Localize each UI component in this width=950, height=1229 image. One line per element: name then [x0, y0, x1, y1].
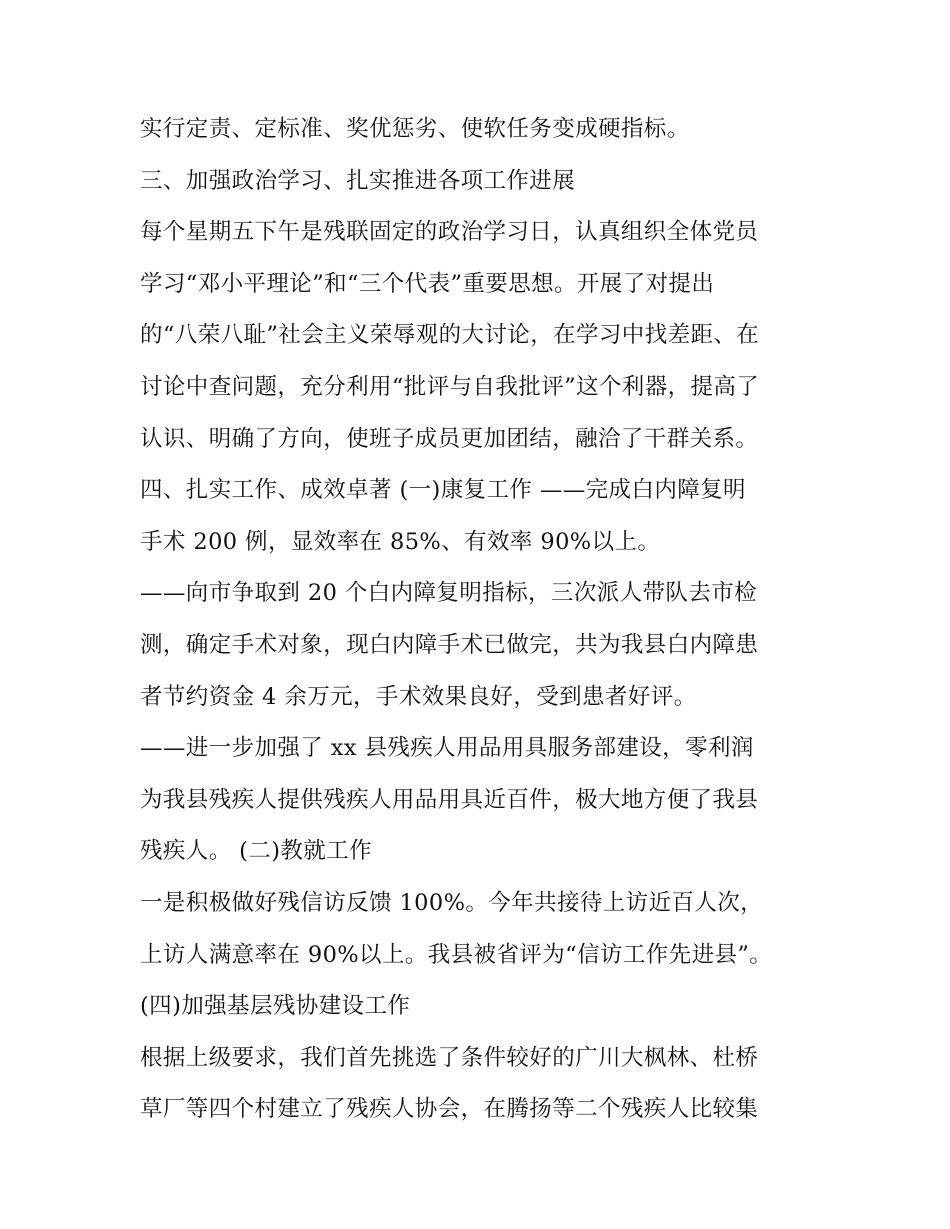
text-line: 每个星期五下午是残联固定的政治学习日，认真组织全体党员 [140, 219, 759, 246]
text-line: 根据上级要求，我们首先挑选了条件较好的广川大枫林、杜桥 [140, 1044, 759, 1071]
text-line: 一是积极做好残信访反馈 100%。今年共接待上访近百人次， [140, 889, 764, 916]
text-line: 讨论中查问题，充分利用“批评与自我批评”这个利器，提高了 [140, 373, 760, 400]
text-line: 者节约资金 4 余万元，手术效果良好，受到患者好评。 [140, 683, 697, 710]
text-line: 测，确定手术对象，现白内障手术已做完，共为我县白内障患 [140, 631, 759, 658]
text-line: 残疾人。 (二)教就工作 [140, 838, 373, 865]
section-heading: 三、加强政治学习、扎实推进各项工作进展 [140, 167, 576, 194]
section-heading: (四)加强基层残协建设工作 [140, 993, 411, 1020]
text-line: ——向市争取到 20 个白内障复明指标，三次派人带队去市检 [140, 580, 758, 607]
text-line: 的“八荣八耻”社会主义荣辱观的大讨论，在学习中找差距、在 [140, 322, 760, 349]
text-line: 上访人满意率在 90%以上。我县被省评为“信访工作先进县”。 [140, 941, 773, 968]
text-line: 实行定责、定标准、奖优惩劣、使软任务变成硬指标。 [140, 116, 690, 142]
text-line: 学习“邓小平理论”和“三个代表”重要思想。开展了对提出 [140, 270, 715, 297]
text-line: 为我县残疾人提供残疾人用品用具近百件，极大地方便了我县 [140, 786, 759, 813]
text-line: 草厂等四个村建立了残疾人协会，在腾扬等二个残疾人比较集 [140, 1096, 759, 1123]
text-line: 手术 200 例，显效率在 85%、有效率 90%以上。 [140, 528, 661, 555]
text-line: 认识、明确了方向，使班子成员更加团结，融洽了干群关系。 [140, 425, 759, 452]
section-heading: 四、扎实工作、成效卓著 (一)康复工作 ——完成白内障复明 [140, 477, 746, 504]
document-body [140, 104, 820, 1136]
text-line: ——进一步加强了 xx 县残疾人用品用具服务部建设，零利润 [140, 735, 754, 762]
